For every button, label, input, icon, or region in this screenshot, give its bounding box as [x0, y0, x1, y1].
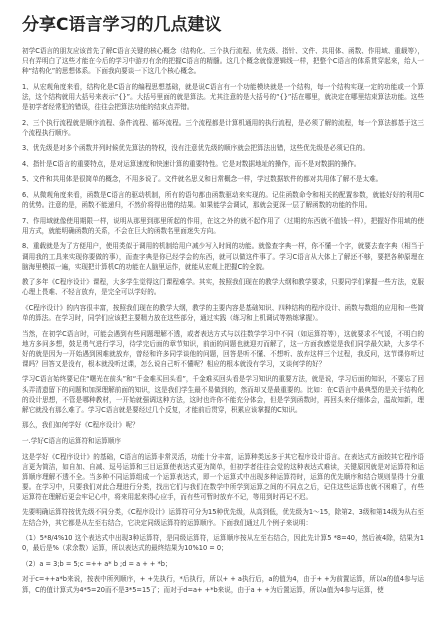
point-2-paragraph: 2、三个执行流程就是顺序流程、条件流程、循环流程。三个流程都是计算机通用的执行流程，是必须了解的流程，每一个算法都基于这三个流程执行顺序。: [22, 118, 424, 137]
example-2-code: （2）a = 3;b = 5;c =++ a* b ;d = a + + *b；: [22, 559, 172, 568]
question-paragraph: 那么，我们如何学好《C程序设计》呢？: [22, 421, 139, 430]
point-5-paragraph: 5、文件和共用体是很简单的概念，不用多说了。文件就名思义和日常概念一样，学过数据软件的都对共用体了解不是太难。: [22, 175, 383, 184]
content-paragraph: 《C程序设计》的内容很丰富，按照我们现在的教学大纲，教学的主要内容是基础知识、四种结构的程序设计、函数与数组的应用和一些简单的算法。在学习时，同学们应该把主要精力放在这些部分，通过实践（练习和上机调试等熟练掌握）。: [22, 303, 424, 322]
example-1-paragraph: （1）5*8/4%10 这个表达式中出现3种运算符，是同级运算符，运算顺序按从左至右结合，因此先计算5 *8=40，然后被4除，结果为10，最后是%（求余数）运算，所以表达式的最终结果为10%10 = 0；: [22, 534, 424, 553]
point-3-paragraph: 3、优先级是对多个函数并列时候优先算法的特权，没有注意优先级的顺序就会把算法出错，这些优先级是必须记住的。: [22, 144, 370, 153]
point-1-paragraph: 1、从宏观角度来看，结构化是C语言的编程思想基础，就是说C语言有一个功能模块就是一个结构，每一个结构实现一定的功能或一个算法，这个结构就用大括号来表示“{}”。大括号里面的就是算法。尤其注意的是大括号的“{}”括在哪里，就决定在哪里结束算法功能。这些是初学者经常犯的错误，往往会把算法功能的结束点弄错。: [22, 82, 424, 111]
article-body: [22, 46, 424, 595]
precedence-paragraph: 先要明确运算符按优先级不同分类，《C程序设计》运算符可分为15种优先级，从高到低，优先级为1～15，除第2、3级和第14级为从右至左结合外，其它都是从左至右结合，它决定同级运算符的运算顺序。下面我们通过几个例子来说明：: [22, 508, 424, 527]
teaching-paragraph: 教了多年《C程序设计》课程，大多学生觉得这门课程难学。其实，按照我们现在的教学大纲和教学要求，只要同学们掌握一些方法，克服心理上畏难、不轻言放弃，是完全可以学好的。: [22, 278, 424, 297]
point-7-paragraph: 7、作用域就像使用期限一样，说明从那里到那里所起的作用，在这之外的就不起作用了（过期的东西就不值钱一样），把握好作用域的使用方式，就能明确函数的关系，不会在巨大的函数名里面迷失方向。: [22, 216, 424, 235]
point-4-paragraph: 4、指针是C语言的重要特点，是对运算速度和快速计算的重要特性。它是对数据地址的操作，而不是对数据的操作。: [22, 159, 361, 168]
article-title: 分享C语言学习的几点建议: [22, 15, 222, 35]
operators-paragraph: 这是学好《C程序设计》的基础，C语言的运算非常灵活，功能十分丰富，运算种类远多于其它程序设计语言。在表达式方面较其它程序语言更为简洁，如自加、自减、逗号运算和三目运算使表达式更为简单，但初学者往往会觉的这种表达式难读，关键原因就是对运算符和运算顺序理解不透不全。当多种不同运算组成一个运算表达式，即一个运算式中出现多种运算符时，运算的优先顺序和结合规则显得十分重要。在学习中，只要我们对此合理进行分类，找出它们与我们在数学中所学到运算之间的不同点之后，记住这些运算也就不困难了，有些运算符在理解后更会牢记心中，将来用起来得心应手，而有些可暂时放弃不记，等用到时再记不迟。: [22, 452, 424, 501]
beginner-paragraph: 当然，在初学C语言时，可能会遇到有些问题理解不透，或者表达方式与以往数学学习中不同（如运算符等），这就要求不气馁，不明白的地方多问多想，鼓足勇气进行学习，待学完后面的章节知识，前面的问题也就迎刃而解了，这一方面我感觉是我们同学最欠缺，大多学不好的就是因为一开始遇到困难就放弃，曾经和许多同学谈他的问题，回答是听不懂、不想听、放弃这样三个过程，我反问，这节课你听过课吗？回答又是没有，根本就没听过课，怎么说自己听不懂呢？相应的根本就没有学习，又谈何学的好？: [22, 329, 424, 368]
example-2-paragraph: 对于c=++a*b来说，按表中所列顺序，+ +先执行，*后执行，所以+ + a执行后，a的值为4，由于+ +为前置运算，所以a的值4参与运算，C的值计算式为4*5=20而不是3*5=15了；而对于d=a+ +*b来说，由于a + +为后置运算，所以a值为4参与运算，使: [22, 575, 424, 594]
section-heading: 一.学好C语言的运算符和运算顺序: [22, 436, 122, 445]
review-paragraph: 学习C语言始终要记住“曙光在前头”和“千金难买回头看”，千金难买回头看是学习知识的重要方法，就是说，学习后面的知识，不要忘了回头弄清遗留下的问题和加深理解前面的知识，这是我们学生最不易做到的，然而却又是最重要的。比如：在C语言中最典型的是关于结构化的设计思想，不管是哪种教材，一开始就强调这种方法，这时也许你不能充分体会，但是学到函数时，再回头来仔细体会，温故知新，理解它就没有那么难了。学习C语言就是要经过几个反复，才能前后贯穿，积累应该掌握的C知识。: [22, 375, 424, 414]
point-6-paragraph: 6、从微观角度来看，函数是C语言的驱动机制，所有的语句都由函数驱动来实现的。记住函数命令和相关的配置参数，就能好好的利用C的优势。注意的是，函数不能递归，不然价将得出错的结果。如果能学会调试，那就会更深一层了解函数的功能的作用。: [22, 191, 424, 210]
point-8-paragraph: 8、重载就是为了方便用户，使用类似于调用的机制给用户减少写入时间的功能。就像查字典一样，你不懂一个字，就要去查字典（相当于调用我的工具来实现你要做的事），而查字典是你已经学会的东西，就可以做这件事了。学习C语言从大体上了解还不够，要把各种原理在脑海里模拟一遍，实现把计算机C的功能在人脑里运作，就能从宏观上把握C的全貌。: [22, 242, 424, 271]
intro-paragraph: 初学C语言的朋友应该首先了解C语言关键的核心概念（结构化、三个执行流程、优先级、指针、文件、共用体、函数、作用域、重载等），只有弄明白了这些才能在今后的学习中游刃有余的把握C语言的精髓。这几个概念就像逻辑线一样，把整个C语言的体系贯穿起来，给人一种“结构化”的思想体系。下面我向要谈一下这几个核心概念。: [22, 47, 424, 76]
